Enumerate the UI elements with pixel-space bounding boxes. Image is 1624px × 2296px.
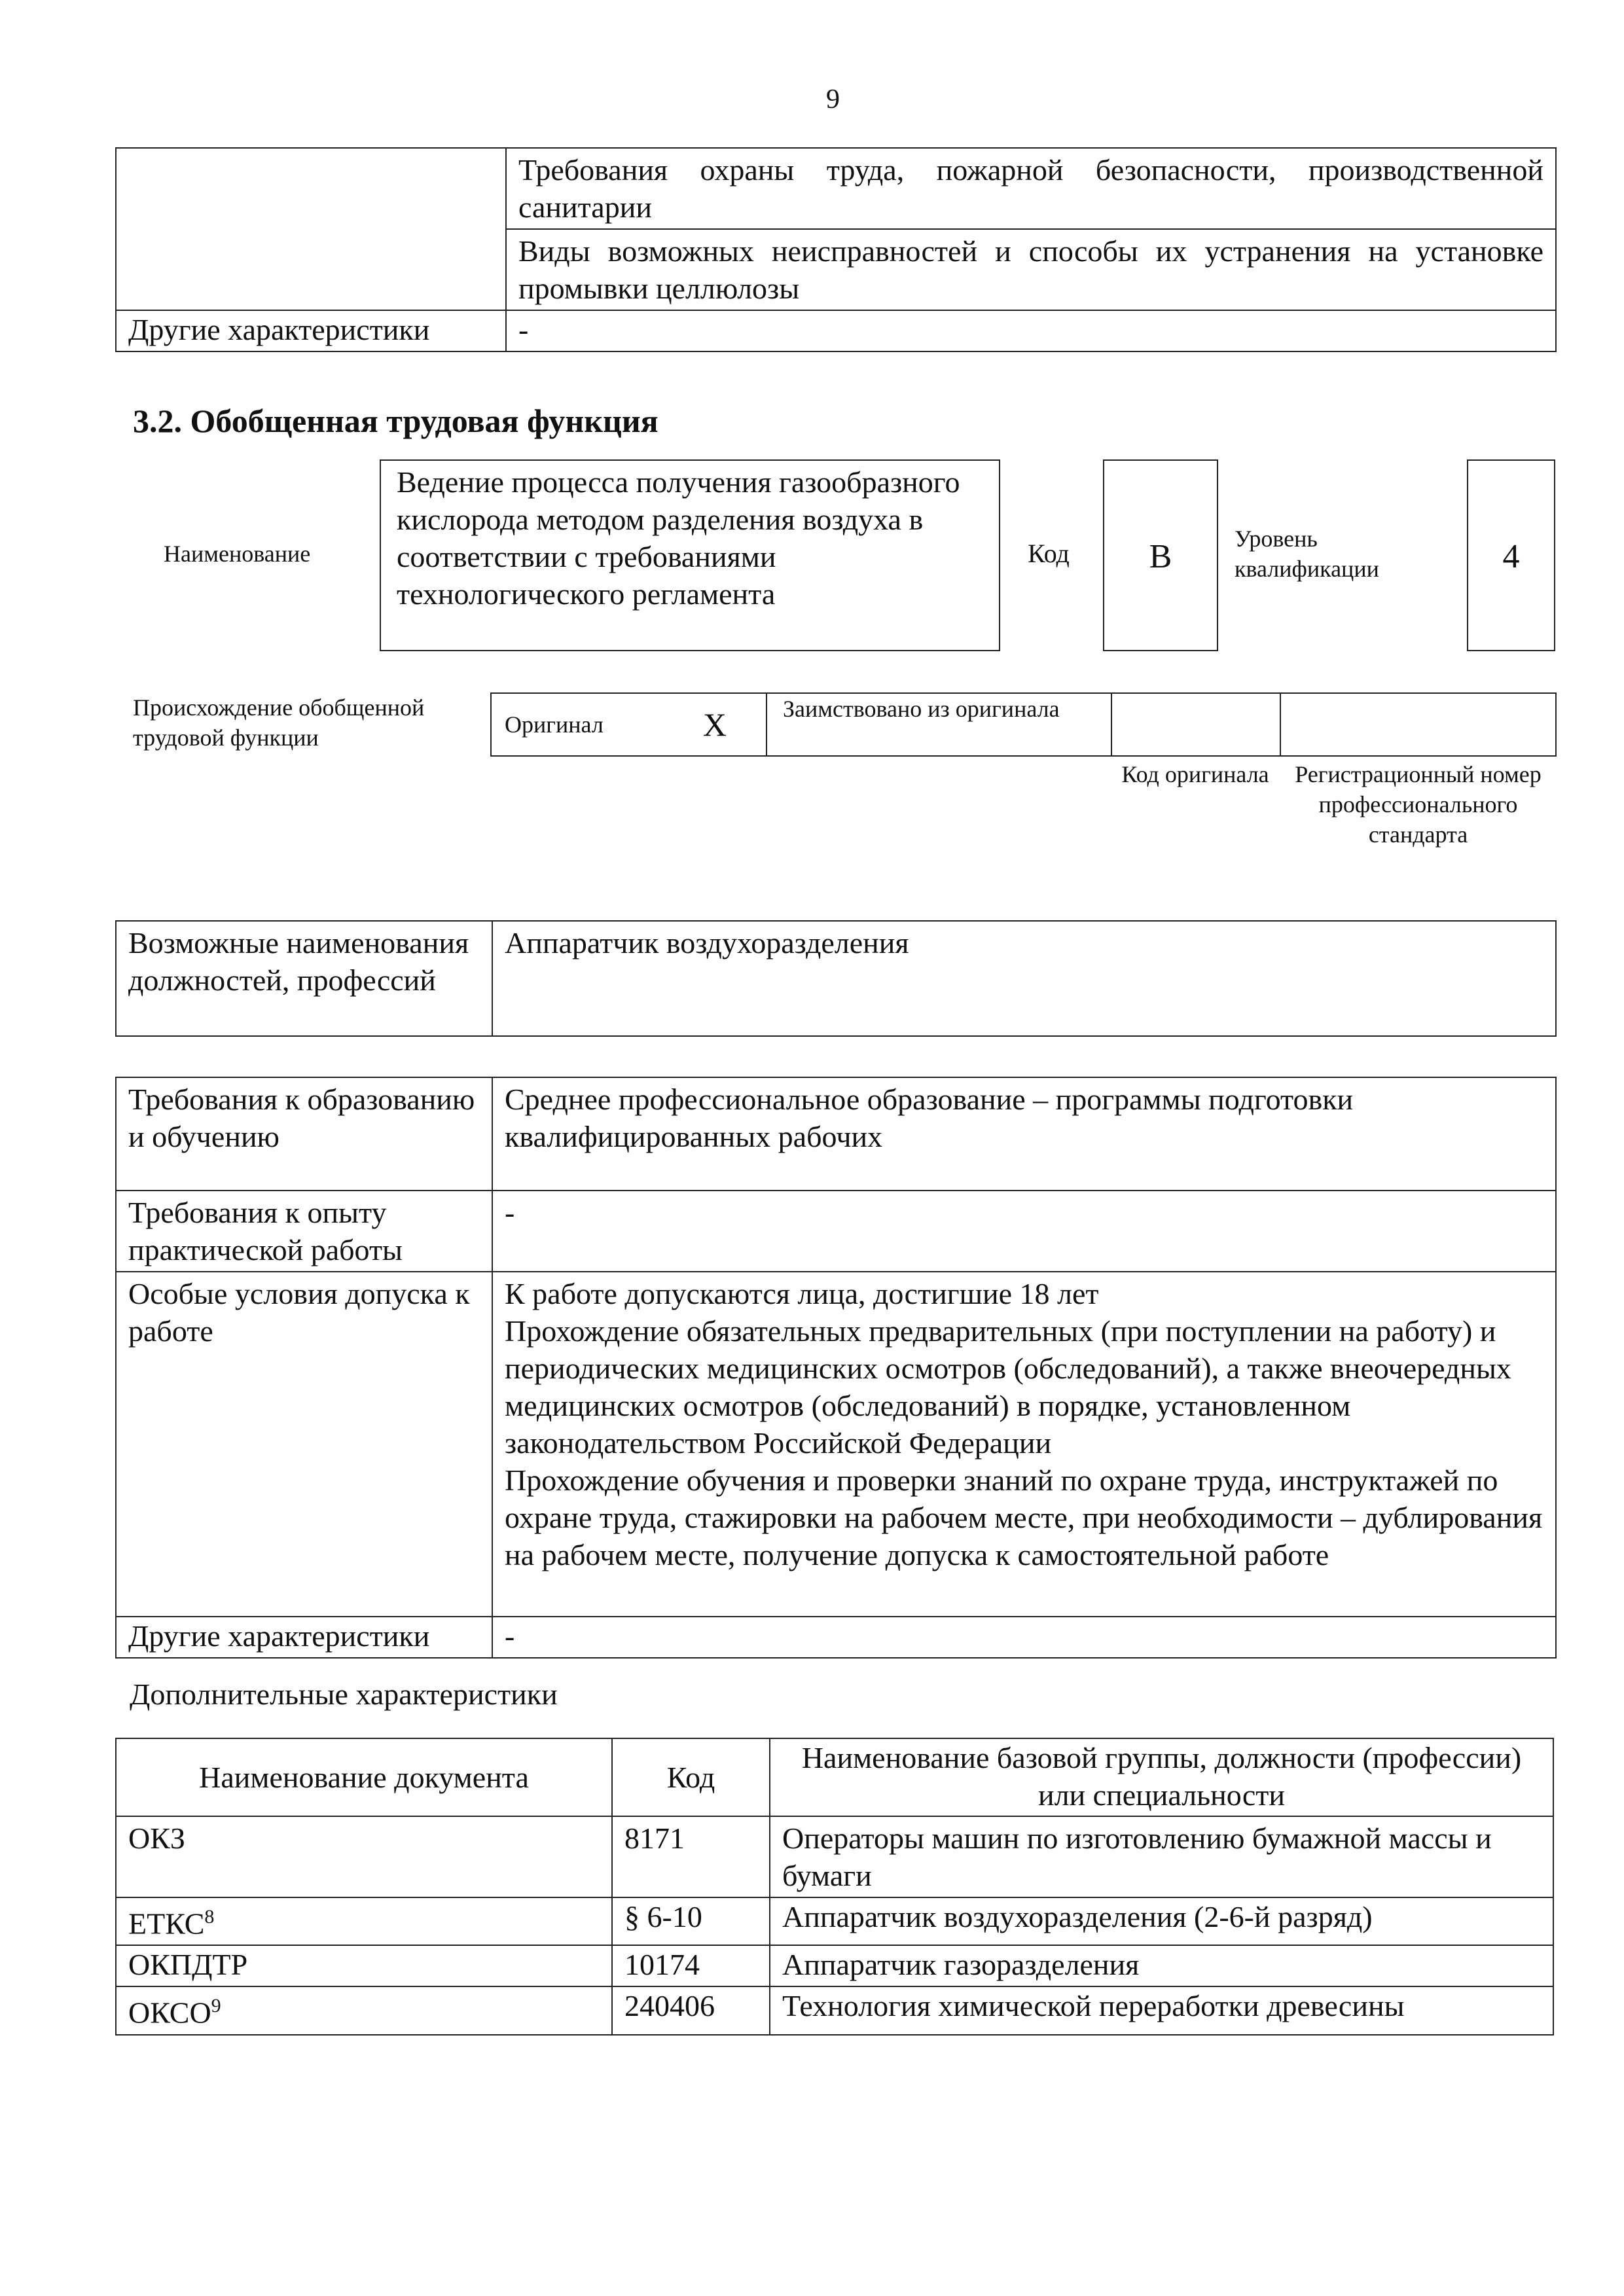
- row-value: Требования охраны труда, пожарной безопасности, производственной санитарии: [506, 148, 1556, 229]
- code-caption: Код оригинала: [1121, 761, 1269, 787]
- name-value: Ведение процесса получения газообразного кислорода методом разделения воздуха в соответствии с требованиями технологического регламента: [380, 459, 1000, 651]
- doc-cell: [116, 1897, 612, 1945]
- requirements-table: [115, 1077, 1557, 1659]
- row-value: -: [492, 1617, 1556, 1658]
- doc-cell: [116, 1945, 612, 1986]
- doc-name: ОКПДТР: [128, 1948, 248, 1982]
- table-row: [116, 1897, 1553, 1945]
- table-row: [116, 1077, 1556, 1191]
- footnote-ref[interactable]: 8: [204, 1906, 215, 1928]
- row-label: Другие характеристики: [116, 310, 506, 351]
- original-mark: X: [702, 706, 727, 743]
- condition-line: К работе допускаются лица, достигшие 18 лет: [505, 1277, 1099, 1310]
- name-cell: Операторы машин по изготовлению бумажной массы и бумаги: [770, 1816, 1553, 1897]
- table-row: [116, 1945, 1553, 1986]
- table-row: [116, 1986, 1553, 2034]
- name-cell: Аппаратчик воздухоразделения (2-6-й разряд): [770, 1897, 1553, 1945]
- row-value: -: [492, 1191, 1556, 1272]
- section-heading: 3.2. Обобщенная трудовая функция: [133, 403, 659, 439]
- header-row: [116, 1738, 1553, 1816]
- table-row: [116, 1617, 1556, 1658]
- name-label: Наименование: [164, 541, 311, 567]
- table-row: [116, 1816, 1553, 1897]
- name-cell: Аппаратчик газоразделения: [770, 1945, 1553, 1986]
- positions-table: [115, 920, 1557, 1037]
- code-label: Код: [1028, 539, 1070, 568]
- original-code-cell: [1111, 693, 1280, 756]
- table-row: [116, 310, 1556, 351]
- positions-label: Возможные наименования должностей, профессий: [116, 921, 492, 1036]
- code-value: B: [1103, 459, 1218, 651]
- table-row: [116, 148, 1556, 229]
- reg-number-cell: [1280, 693, 1556, 756]
- header-doc: Наименование документа: [116, 1738, 612, 1816]
- original-label: Оригинал: [505, 711, 604, 738]
- header-name: Наименование базовой группы, должности (профессии) или специальности: [770, 1738, 1553, 1816]
- row-label: Другие характеристики: [116, 1617, 492, 1658]
- condition-line: Прохождение обязательных предварительных (при поступлении на работу) и периодических медицинских осмотров (обследований), а также внеочередных медицинских осмотров (обследований) в порядке, установленном законодательством Российской Федерации: [505, 1314, 1511, 1460]
- header-code: Код: [612, 1738, 770, 1816]
- table-row: [116, 1272, 1556, 1617]
- doc-name: ОКСО: [128, 1996, 211, 2030]
- origin-label: Происхождение обобщенной трудовой функции: [133, 694, 425, 751]
- row-value: [492, 1272, 1556, 1617]
- origin-table: [490, 692, 1557, 757]
- page-number: 9: [826, 84, 840, 115]
- footnote-ref[interactable]: 9: [211, 1995, 221, 2017]
- row-label: [116, 148, 506, 310]
- doc-name: ОКЗ: [128, 1821, 185, 1855]
- doc-cell: [116, 1986, 612, 2034]
- row-value: -: [506, 310, 1556, 351]
- row-value: Среднее профессиональное образование – программы подготовки квалифицированных рабочих: [492, 1077, 1556, 1191]
- borrowed-label: Заимствовано из оригинала: [767, 693, 1111, 756]
- condition-line: Прохождение обучения и проверки знаний по охране труда, инструктажей по охране труда, стажировки на рабочем месте, при необходимости – дублирования на рабочем месте, получение допуска к самостоятельной работе: [505, 1463, 1543, 1571]
- code-cell: 10174: [612, 1945, 770, 1986]
- additional-table: [115, 1738, 1554, 2036]
- doc-name: ЕТКС: [128, 1907, 205, 1941]
- top-table: [115, 147, 1557, 352]
- code-cell: 8171: [612, 1816, 770, 1897]
- row-label: Требования к образованию и обучению: [116, 1077, 492, 1191]
- reg-caption: Регистрационный номер профессионального стандарта: [1295, 761, 1542, 848]
- additional-title: Дополнительные характеристики: [130, 1677, 558, 1711]
- row-label: Требования к опыту практической работы: [116, 1191, 492, 1272]
- row-value: Виды возможных неисправностей и способы их устранения на установке промывки целлюлозы: [506, 229, 1556, 310]
- row-label: Особые условия допуска к работе: [116, 1272, 492, 1617]
- positions-value: Аппаратчик воздухоразделения: [492, 921, 1556, 1036]
- code-cell: § 6-10: [612, 1897, 770, 1945]
- table-row: [116, 1191, 1556, 1272]
- name-cell: Технология химической переработки древесины: [770, 1986, 1553, 2034]
- level-value: 4: [1467, 459, 1555, 651]
- doc-cell: [116, 1816, 612, 1897]
- original-cell: [491, 693, 767, 756]
- level-label: Уровень квалификации: [1235, 526, 1379, 582]
- code-cell: 240406: [612, 1986, 770, 2034]
